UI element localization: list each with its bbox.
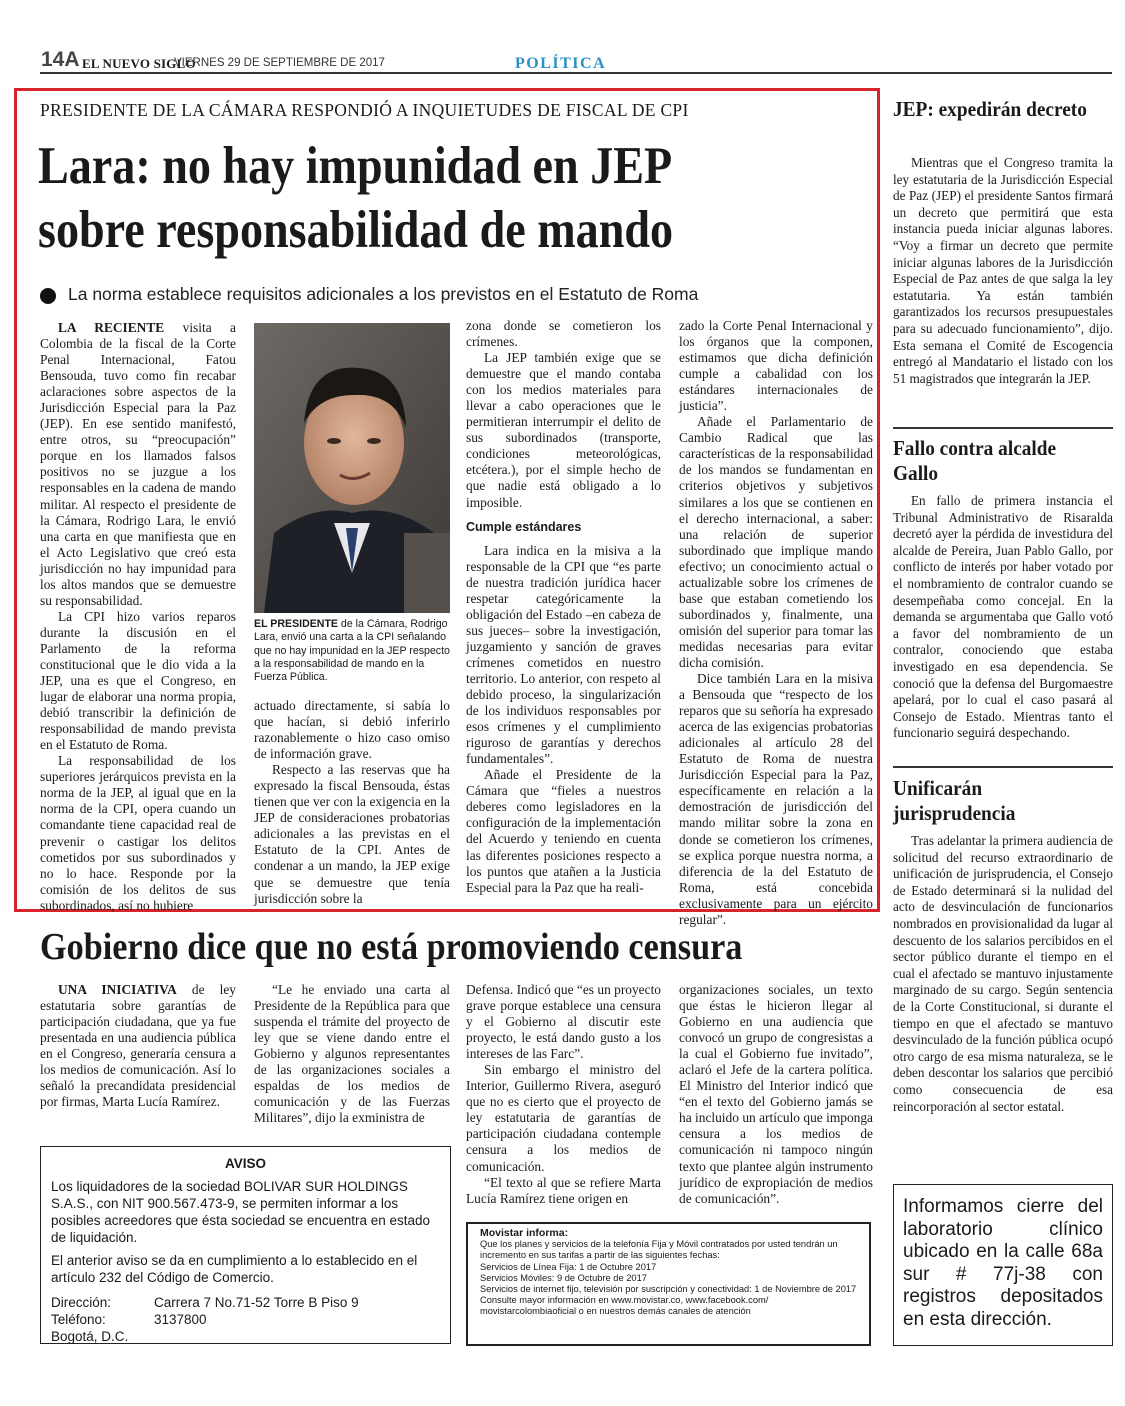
second-headline: Gobierno dice que no está promoviendo censura	[40, 926, 743, 968]
section-subhead: Cumple estándares	[466, 519, 582, 534]
city: Bogotá, D.C.	[51, 1329, 129, 1344]
lab-closure-notice: Informamos cierre del laboratorio clínico ubicado en la calle 68a sur # 77j-38 con registros depositados en esta dirección.	[893, 1184, 1113, 1346]
paragraph: zado la Corte Penal Internacional y los órganos que la componen, estimamos que dicha definición cumple a cabalidad con los estándares internacionales de justicia”.	[679, 318, 873, 414]
sidebar-brief-jep	[893, 155, 1113, 387]
lead-in: UNA INICIATIVA	[58, 982, 177, 997]
paragraph: Tras adelantar la primera audiencia de solicitud del recurso extraordinario de unificación de jurisprudencia, el Consejo de Estado determinará si la nulidad del acto de desvinculación de funcionarios nombrados en provisionalidad da lugar al descuento de los salarios percibidos en el sector público durante el tiempo en el cual el afectado se mantuvo injustamente marginado de su cargo. Según sentencia de la Corte Constitucional, si durante el tiempo en que el afectado se mantuvo desvinculado de la función pública ocupó otro cargo de esa misma naturaleza, se le deben descontar los salarios que percibió como consecuencia de esa reincorporación al sector estatal.	[893, 833, 1113, 1114]
caption-text: de la Cámara, Rodrigo Lara, envió una carta a la CPI señalando que no hay impunidad en la JEP respecto a la responsabilidad de mando en la Fuerza Pública.	[254, 618, 450, 684]
paragraph: Lara indica en la misiva a la responsable de la CPI que “es parte de nuestra tradición jurídica hacer respetar categóricamente la obligación del Estado –en cabeza de sus jueces– sobre la investigación, juzgamiento y sanción de graves crímenes cometidos en nuestro territorio. Lo anterior, con respeto al debido proceso, la singularización de los individuos responsables por esos crímenes y el cumplimiento riguroso de garantías y derechos fundamentales”.	[466, 542, 661, 767]
second-column-1	[40, 982, 236, 1110]
sidebar-brief-jurisprudencia	[893, 833, 1113, 1115]
paragraph: Dice también Lara en la misiva a Bensouda que “respecto de los reparos que su señoría ha expresado acerca de las exigencias probatorias adicionales al artículo 28 del Estatuto de Roma de nuestra Jurisdicción Especial para la Paz, específicamente en relación a la demostración de jurisdicción del mando militar sobre la zona en donde se cometieron los crímenes, se explica porque nuestra norma, a diferencia de la del Estatuto de Roma, está concebida exclusivamente para un ejército regular”.	[679, 671, 873, 927]
sidebar-divider	[893, 427, 1113, 429]
article-column-3	[466, 318, 661, 896]
notice-paragraph: El anterior aviso se da en cumplimiento a lo establecido en el artículo 232 del Código de Comercio.	[51, 1253, 418, 1285]
phone-value: 3137800	[154, 1312, 207, 1327]
newspaper-name: EL NUEVO SIGLO	[82, 56, 196, 71]
page-number: 14A	[41, 48, 80, 71]
paragraph: zona donde se cometieron los crímenes.	[466, 318, 661, 350]
paragraph: “El texto al que se refiere Marta Lucía Ramírez tiene origen en	[466, 1174, 661, 1206]
movistar-notice	[466, 1222, 871, 1346]
lead-in: LA RECIENTE	[58, 320, 165, 335]
article-column-4	[679, 318, 873, 928]
address-label: Dirección:	[51, 1295, 112, 1310]
portrait-photo	[254, 323, 450, 613]
headline-line-2: sobre responsabilidad de mando	[38, 201, 674, 259]
movistar-line: Que los planes y servicios de la telefonía Fija y Móvil contratados por usted tendrán un incremento en sus tarifas a partir de las siguientes fechas:	[480, 1239, 838, 1261]
movistar-line: Servicios Móviles: 9 de Octubre de 2017	[480, 1272, 647, 1283]
sidebar-brief-gallo	[893, 493, 1113, 742]
address-value: Carrera 7 No.71-52 Torre B Piso 9	[154, 1295, 359, 1310]
second-column-4	[679, 982, 873, 1207]
section-label: POLÍTICA	[515, 55, 607, 72]
address-row	[51, 1294, 440, 1311]
second-column-2	[254, 982, 450, 1126]
caption-lead: EL PRESIDENTE	[254, 618, 338, 630]
paragraph: Respecto a las reservas que ha expresado la fiscal Bensouda, éstas tienen que ver con la exigencia en la JEP de consideraciones probatorias adicionales a las previstas en el Estatuto de la CPI. Antes de condenar a un mando, la JEP exige que se demuestre que tenía jurisdicción sobre la	[254, 762, 450, 906]
photo-caption	[254, 618, 450, 684]
paragraph: La responsabilidad de los superiores jerárquicos prevista en la norma de la JEP, al igual que en la norma de la CPI, opera cuando un comandante tiene capacidad real de prevenir o castigar los delitos cometidos por sus subordinados y no lo hace. Responde por la comisión de los delitos de sus subordinados, así no hubiere	[40, 753, 236, 913]
sidebar-title-gallo: Fallo contra alcalde Gallo	[893, 436, 1057, 485]
header-rule	[40, 72, 1112, 74]
person-photo-icon	[254, 323, 450, 613]
headline-line-1: Lara: no hay impunidad en JEP	[38, 137, 673, 195]
notice-title: AVISO	[224, 1156, 266, 1171]
article-column-2	[254, 698, 450, 907]
movistar-line: Servicios de internet fijo, televisión por suscripción y conectividad: 1 de Noviembre de 2017	[480, 1284, 857, 1295]
issue-date: VIERNES 29 DE SEPTIEMBRE DE 2017	[174, 57, 385, 69]
sidebar-title-jep: JEP: expedirán decreto	[893, 97, 1087, 121]
second-column-3	[466, 982, 661, 1207]
paragraph: de ley estatutaria sobre garantías de participación ciudadana, que ya fue presentada en una audiencia pública en el Congreso, generaría censura a los medios de comunicación. Así lo señaló la precandidata presidencial por firmas, Marta Lucía Ramírez.	[40, 982, 236, 1110]
movistar-title: Movistar informa:	[480, 1227, 569, 1239]
paragraph: visita a Colombia de la fiscal de la Corte Penal Internacional, Fatou Bensouda, tuvo como fin recabar aclaraciones sobre aspectos de la Jurisdicción Especial para la Paz (JEP). En ese sentido manifestó, entre otros, su “preocupación” porque en los llamados falsos positivos no se juzgue a los responsables en la cadena de mando militar. Al respecto el presidente de la Cámara, Rodrigo Lara, le envió una carta en que manifiesta que en el Acto Legislativo que creó esta jurisdicción no hay impunidad para los altos mandos que se demuestre su responsabilidad.	[40, 320, 236, 608]
paragraph: actuado directamente, si sabía lo que hacían, si debió inferirlo razonablemente o hizo caso omiso de información grave.	[254, 698, 450, 762]
phone-row	[51, 1311, 440, 1328]
paragraph: “Le he enviado una carta al Presidente de la República para que suspenda el trámite del proyecto de ley que se viene dando entre el Gobierno y algunos representantes de las organizaciones sociales a espaldas de los medios de comunicación y de las Fuerzas Militares”, dijo la exministra de	[254, 982, 450, 1126]
article-column-1	[40, 320, 236, 914]
legal-notice-box	[40, 1146, 451, 1344]
paragraph: Defensa. Indicó que “es un proyecto grave porque establece una censura y el Gobierno al discutir este proyecto, le está dando gusto a los intereses de las Farc”.	[466, 982, 661, 1062]
phone-label: Teléfono:	[51, 1312, 106, 1327]
movistar-line: Consulte mayor información en www.movistar.co, www.facebook.com/ movistarcolombiaoficial o en nuestros demás canales de atención	[480, 1295, 769, 1317]
paragraph: Sin embargo el ministro del Interior, Guillermo Rivera, aseguró que no es cierto que el proyecto de ley estatutaria de garantías de participación ciudadana contemple censura a los medios de comunicación.	[466, 1062, 661, 1174]
main-headline	[38, 134, 769, 262]
paragraph: organizaciones sociales, un texto que éstas le hicieron llegar al Gobierno en una audiencia que convocó un grupo de congresistas a la cual el Gobierno fue invitado”, aclaró el Jefe de la cartera política. El Ministro del Interior indicó que “en el texto del Gobierno jamás se ha incluido un artículo que imponga censura a los medios de comunicación ni tampoco ningún texto que plantee algún instrumento jurídico de expropiación de medios de comunicación”.	[679, 982, 873, 1206]
kicker: PRESIDENTE DE LA CÁMARA RESPONDIÓ A INQUIETUDES DE FISCAL DE CPI	[40, 100, 689, 120]
subheadline: La norma establece requisitos adicionales a los previstos en el Estatuto de Roma	[68, 284, 699, 304]
paragraph: Añade el Parlamentario de Cambio Radical que las características de la responsabilidad de los mandos se fundamentan en criterios objetivos y subjetivos similares a los que se contienen en el derecho internacional, a saber: una relación de superior subordinado que implique mando efectivo; un conocimiento actual o actualizable sobre los crímenes de base que estaban cometiendo los subordinados y, finalmente, una omisión del superior para tomar las medidas necesarias para evitar dicha comisión.	[679, 414, 873, 670]
paragraph: Mientras que el Congreso tramita la ley estatutaria de la Jurisdicción Especial de Paz (JEP) el presidente Santos firmará un decreto que permitirá que esta instancia pueda iniciar algunas labores. “Voy a firmar un decreto que permite iniciar algunas labores de la Jurisdicción Especial de Paz antes de que salga la ley estatutaria. Ya están también garantizados los recursos presupuestales para su adecuado funcionamiento”, dijo. Esta semana el Comité de Escogencia entregó al Mandatario el listado con los 51 magistrados que integrarán la JEP.	[893, 155, 1113, 386]
movistar-line: Servicios de Línea Fija: 1 de Octubre 2017	[480, 1261, 657, 1272]
sidebar-title-jurisprudencia: Unificarán jurisprudencia	[893, 776, 1016, 825]
paragraph: La CPI hizo varios reparos durante la discusión en el Parlamento de la reforma constitucional que le dio vida a la JEP, una es que el Congreso, en lugar de elaborar una norma propia, debió transcribir la definición de responsabilidad de mando prevista en el Estatuto de Roma.	[40, 608, 236, 753]
paragraph: En fallo de primera instancia el Tribunal Administrativo de Risaralda decretó ayer la pérdida de investidura del alcalde de Pereira, Juan Pablo Gallo, por conflicto de interés por haber votado por el nombramiento de contralor cuando se desempeñaba como concejal. En la demanda se argumentaba que Gallo votó a favor del nombramiento de un contralor, conociendo que estaba investigado en esa dependencia. Se conoció que la defensa del Burgomaestre apelará, por lo cual el caso pasará al Consejo de Estado. Mientras tanto el funcionario seguirá despechando.	[893, 493, 1113, 741]
bullet-icon	[40, 288, 56, 304]
paragraph: La JEP también exige que se demuestre que el mando contaba con los medios materiales para llevar a cabo operaciones que le permitieran interrumpir el delito de sus subordinados (transporte, condiciones meteorológicas, etcétera.), por el simple hecho de que nadie está obligado a lo imposible.	[466, 350, 661, 510]
notice-paragraph: Los liquidadores de la sociedad BOLIVAR SUR HOLDINGS S.A.S., con NIT 900.567.473-9, se permiten informar a los posibles acreedores que ésta sociedad se encuentra en estado de liquidación.	[51, 1179, 431, 1245]
sidebar-divider	[893, 766, 1113, 768]
paragraph: Añade el Presidente de la Cámara que “fieles a nuestros deberes como legisladores en la configuración de la implementación del Acuerdo y teniendo en cuenta las diferentes posiciones respecto a los puntos que atañen a la Justicia Especial para la Paz que ha reali-	[466, 767, 661, 895]
